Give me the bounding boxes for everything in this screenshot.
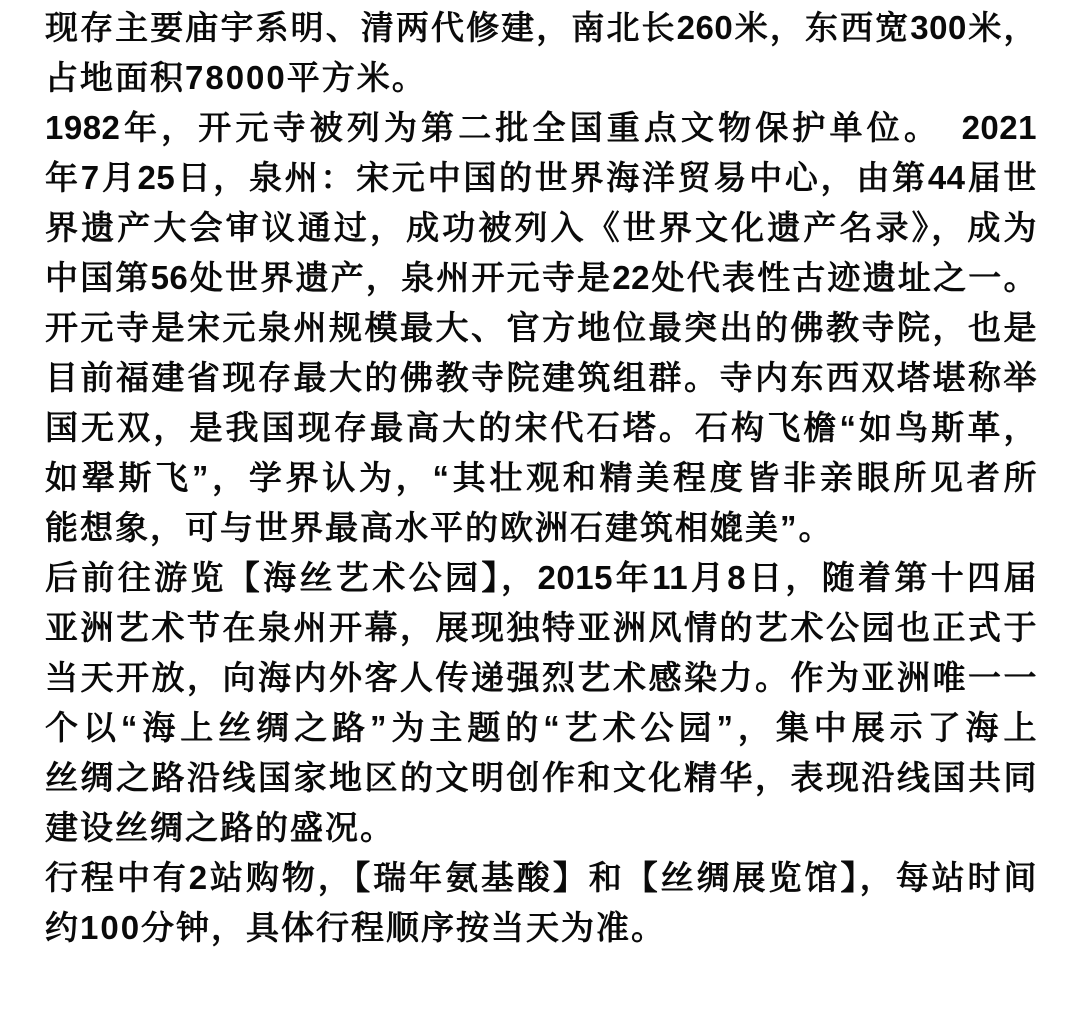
text-line: 行程中有2站购物，【瑞年氨基酸】和【丝绸展览馆】，每站时间 xyxy=(45,859,1037,896)
text-line: 占地面积78000平方米。 xyxy=(45,59,427,96)
text-line: 如翚斯飞”，学界认为，“其壮观和精美程度皆非亲眼所见者所 xyxy=(45,459,1037,496)
text-line: 界遗产大会审议通过，成功被列入《世界文化遗产名录》，成为 xyxy=(45,209,1037,246)
text-line: 现存主要庙宇系明、清两代修建，南北长260米，东西宽300米， xyxy=(45,9,1037,46)
text-line: 个以“海上丝绸之路”为主题的“艺术公园”，集中展示了海上 xyxy=(45,709,1038,746)
text-line: 目前福建省现存最大的佛教寺院建筑组群。寺内东西双塔堪称举 xyxy=(45,359,1037,396)
text-line: 丝绸之路沿线国家地区的文明创作和文化精华，表现沿线国共同 xyxy=(45,759,1037,796)
text-line: 中国第56处世界遗产，泉州开元寺是22处代表性古迹遗址之一。 xyxy=(45,259,1037,296)
text-line: 后前往游览【海丝艺术公园】，2015年11月8日，随着第十四届 xyxy=(45,559,1037,596)
text-line: 约100分钟，具体行程顺序按当天为准。 xyxy=(45,909,667,946)
text-line: 建设丝绸之路的盛况。 xyxy=(45,809,395,846)
text-line: 亚洲艺术节在泉州开幕，展现独特亚洲风情的艺术公园也正式于 xyxy=(45,609,1037,646)
text-line: 国无双，是我国现存最高大的宋代石塔。石构飞檐“如鸟斯革， xyxy=(45,409,1037,446)
text-line: 当天开放，向海内外客人传递强烈艺术感染力。作为亚洲唯一一 xyxy=(45,659,1037,696)
text-line: 1982年，开元寺被列为第二批全国重点文物保护单位。 2021 xyxy=(45,109,1037,146)
text-line: 能想象，可与世界最高水平的欧洲石建筑相媲美”。 xyxy=(45,509,834,546)
text-line: 年7月25日，泉州：宋元中国的世界海洋贸易中心，由第44届世 xyxy=(45,159,1037,196)
text-line: 开元寺是宋元泉州规模最大、官方地位最突出的佛教寺院，也是 xyxy=(45,309,1037,346)
